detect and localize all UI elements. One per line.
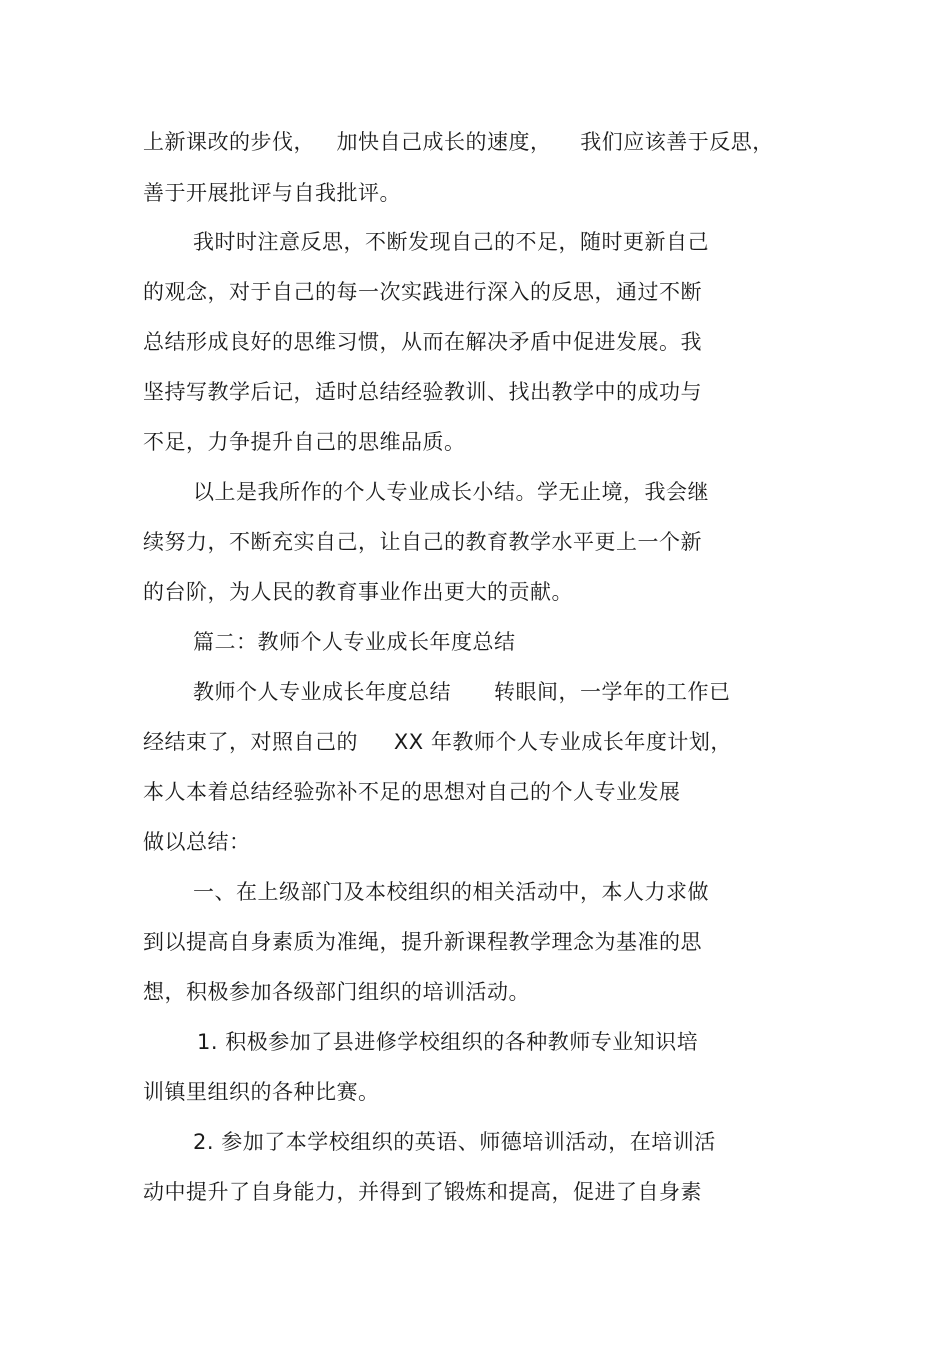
list-item: 1. 积极参加了县进修学校组织的各种教师专业知识培 — [197, 1030, 699, 1054]
text-line: 续努力，不断充实自己，让自己的教育教学水平更上一个新 — [143, 530, 702, 554]
text-line: 我时时注意反思，不断发现自己的不足，随时更新自己 — [193, 230, 709, 254]
text-line: 到以提高自身素质为准绳，提升新课程教学理念为基准的思 — [143, 930, 702, 954]
text-line: 不足，力争提升自己的思维品质。 — [143, 430, 466, 454]
text-line: 想，积极参加各级部门组织的培训活动。 — [143, 980, 530, 1004]
text-line: 以上是我所作的个人专业成长小结。学无止境，我会继 — [193, 480, 709, 504]
text-line: 的台阶，为人民的教育事业作出更大的贡献。 — [143, 580, 573, 604]
list-item: 2. 参加了本学校组织的英语、师德培训活动，在培训活 — [193, 1130, 716, 1154]
text-line: 总结形成良好的思维习惯，从而在解决矛盾中促进发展。我 — [143, 330, 702, 354]
text-line: 做以总结： — [143, 830, 251, 854]
section-heading: 篇二：教师个人专业成长年度总结 — [193, 630, 516, 654]
text-line: 上新课改的步伐， 加快自己成长的速度， 我们应该善于反思， — [143, 130, 774, 154]
text-line: 动中提升了自身能力，并得到了锻炼和提高，促进了自身素 — [143, 1180, 702, 1204]
text-line: 的观念，对于自己的每一次实践进行深入的反思，通过不断 — [143, 280, 702, 304]
text-line: 善于开展批评与自我批评。 — [143, 181, 401, 205]
text-line: 经结束了，对照自己的 XX 年教师个人专业成长年度计划， — [143, 730, 732, 754]
text-line: 一、在上级部门及本校组织的相关活动中，本人力求做 — [193, 880, 709, 904]
text-line: 本人本着总结经验弥补不足的思想对自己的个人专业发展 — [143, 780, 681, 804]
text-line: 坚持写教学后记，适时总结经验教训、找出教学中的成功与 — [143, 380, 702, 404]
text-line: 训镇里组织的各种比赛。 — [143, 1080, 380, 1104]
text-line: 教师个人专业成长年度总结 转眼间，一学年的工作已 — [193, 680, 731, 704]
